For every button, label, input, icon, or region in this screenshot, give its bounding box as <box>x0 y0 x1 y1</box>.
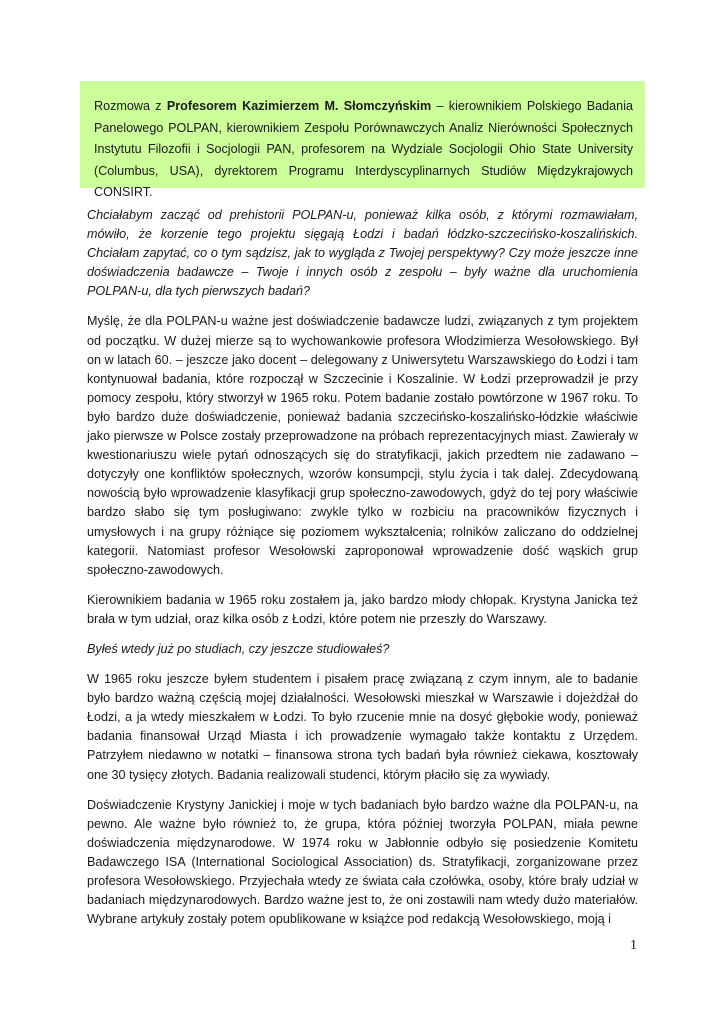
question-paragraph: Chciałabym zacząć od prehistorii POLPAN-u, ponieważ kilka osób, z którymi rozmawiałam, mówiło, że korzenie tego projektu sięgają Łodzi i badań łódzko-szczecińsko-koszalińskich. Chciałam zapytać, co o tym sądzisz, jak to wygląda z Twojej perspektywy? Czy może jeszcze inne doświadczenia badawcze – Twoje i innych osób z zespołu – były ważne dla uruchomienia POLPAN-u, dla tych pierwszych badań? <box>87 208 638 299</box>
answer-paragraph: Doświadczenie Krystyny Janickiej i moje w tych badaniach było bardzo ważne dla POLPAN-u, na pewno. Ale ważne było również to, że grupa, która później tworzyła POLPAN, miała pewne doświadczenia międzynarodowe. W 1974 roku w Jabłonnie odbyło się posiedzenie Komitetu Badawczego ISA (International Sociological Association) ds. Stratyfikacji, zorganizowane przez profesora Wesołowskiego. Przyjechała wtedy ze świata cała czołówka, osoby, które brały udział w badaniach międzynarodowych. Bardzo ważne jest to, że oni zostawili nam wtedy dużo materiałów. Wybrane artykuły zostały potem opublikowane w książce pod redakcją Wesołowskiego, moją i <box>87 797 638 927</box>
interviewee-name: Profesorem Kazimierzem M. Słomczyńskim <box>166 99 432 113</box>
answer-paragraph: W 1965 roku jeszcze byłem studentem i pisałem pracę związaną z czym innym, ale to badanie było bardzo ważną częścią mojej działalności. Wesołowski mieszkał w Warszawie i dojeżdżał do Łodzi, a ja wtedy mieszkałem w Łodzi. To było rzucenie mnie na dosyć głębokie wody, ponieważ badania finansował Urząd Miasta i ich prowadzenie wymagało także kontaktu z Urzędem. Patrzyłem niedawno w notatki – finansowa strona tych badań była również ciekawa, kosztowały one 30 tysięcy złotych. Badania realizowali studenci, którym płaciło się za wywiady. <box>87 672 638 782</box>
intro-highlight-box <box>80 81 645 199</box>
interview-body <box>87 206 638 940</box>
intro-suffix: – kierownikiem Polskiego Badania Panelowego POLPAN, kierownikiem Zespołu Porównawczych Analiz Nierówności Społecznych Instytutu Filozofii i Socjologii PAN, profesorem na Wydziale Socjologii Ohio State University (Columbus, USA), dyrektorem Programu Interdyscyplinarnych Studiów Międzykrajowych CONSIRT. <box>94 99 633 199</box>
question-paragraph: Byłeś wtedy już po studiach, czy jeszcze studiowałeś? <box>87 641 390 656</box>
answer-paragraph: Kierownikiem badania w 1965 roku zostałem ja, jako bardzo młody chłopak. Krystyna Janicka też brała w tym udział, oraz kilka osób z Łodzi, które potem nie przeszły do Warszawy. <box>87 592 638 626</box>
page-number: 1 <box>630 938 637 953</box>
intro-text <box>94 96 633 204</box>
intro-prefix: Rozmowa z <box>94 99 167 113</box>
answer-paragraph: Myślę, że dla POLPAN-u ważne jest doświadczenie badawcze ludzi, związanych z tym projektem od początku. W dużej mierze są to wychowankowie profesora Włodzimierza Wesołowskiego. Był on w latach 60. – jeszcze jako docent – delegowany z Uniwersytetu Warszawskiego do Łodzi i tam kontynuował badania, które rozpoczął w Szczecinie i Koszalinie. W Łodzi przeprowadził je przy pomocy zespołu, który stworzył w 1965 roku. Potem badanie zostało powtórzone w 1967 roku. To było bardzo duże doświadczenie, ponieważ badania szczecińsko-koszalińsko-łódzkie właściwie jako pierwsze w Polsce zostały przeprowadzone na próbach reprezentacyjnych miast. Zawierały w kwestionariuszu wiele pytań odnoszących się do stratyfikacji, jakich przedtem nie zadawano – dotyczyły one konfliktów społecznych, wzorów konsumpcji, stylu życia i tak dalej. Zdecydowaną nowością było wprowadzenie klasyfikacji grup społeczno-zawodowych, gdyż do tej pory właściwie bardzo słabo się tym posługiwano: zwykle tylko w rozbiciu na pracowników fizycznych i umysłowych i na grupy różniące się poziomem wykształcenia; rolników zaliczano do oddzielnej kategorii. Natomiast profesor Wesołowski zaproponował wprowadzenie dość wąskich grup społeczno-zawodowych. <box>87 314 638 577</box>
